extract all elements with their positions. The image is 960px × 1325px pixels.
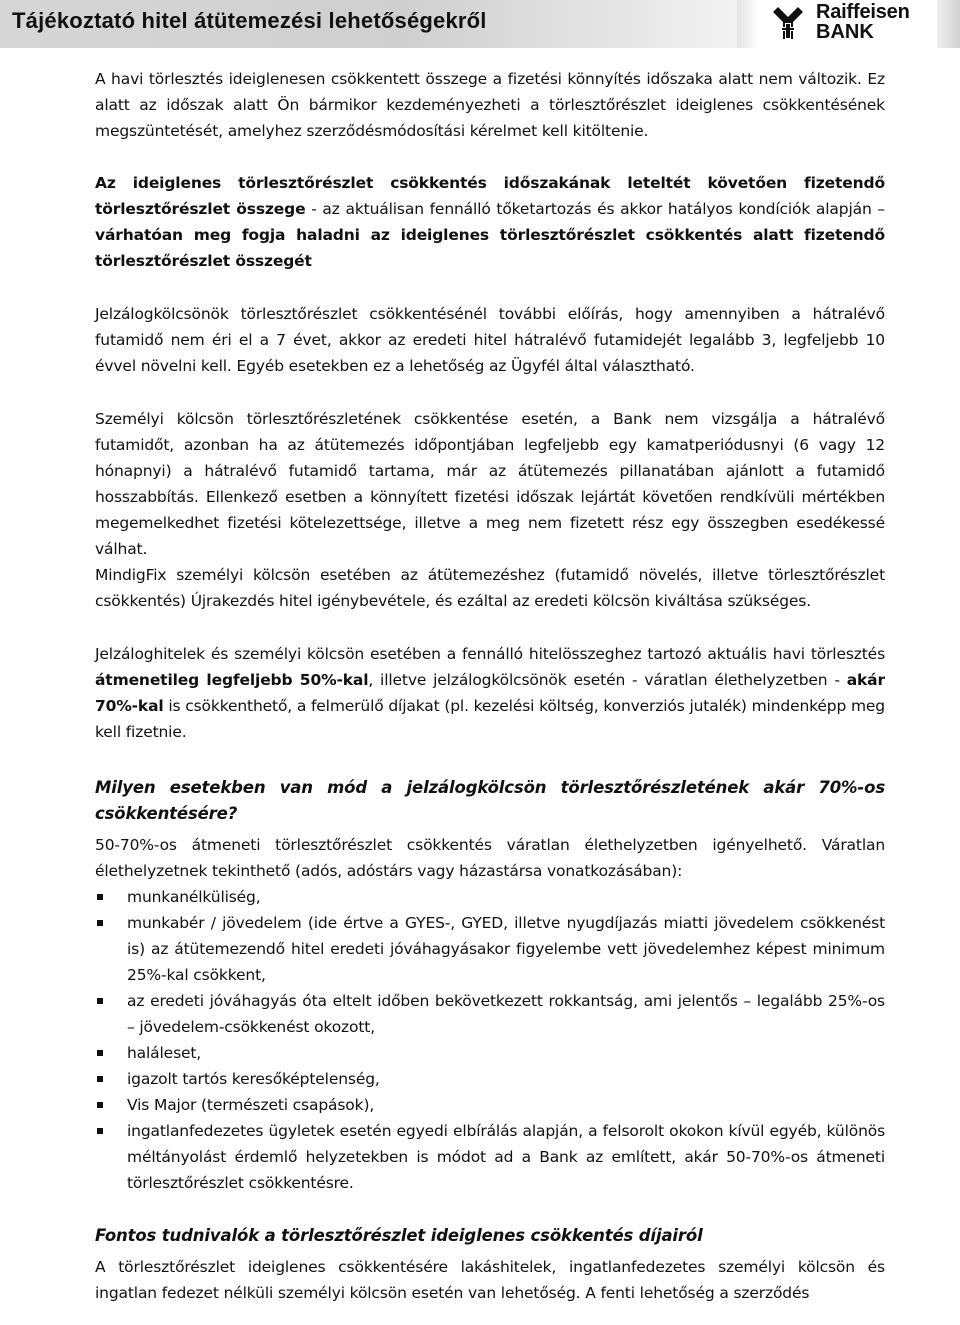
page-title: Tájékoztató hitel átütemezési lehetőségekről (12, 8, 487, 33)
page-header (0, 0, 960, 48)
paragraph-text: - az aktuálisan fennálló tőketartozás és akkor hatályos kondíciók alapján – (305, 200, 885, 218)
square-bullet-icon (97, 920, 103, 926)
paragraph-fees: A törlesztőrészlet ideiglenes csökkentésére lakáshitelek, ingatlanfedezetes személyi kölcsön és ingatlan fedezet nélküli személyi kölcsön esetén van lehetőség. A fenti lehetőség a szerződés (95, 1258, 885, 1302)
paragraph-text: Jelzáloghitelek és személyi kölcsön esetében a fennálló hitelösszeghez tartozó aktuális havi törlesztés (95, 645, 885, 663)
square-bullet-icon (97, 998, 103, 1004)
paragraph-text: is csökkenthető, a felmerülő díjakat (pl. kezelési költség, konverziós jutalék) mindenképp meg kell fizetnie. (95, 697, 885, 741)
paragraph-after-period (95, 170, 885, 274)
square-bullet-icon (97, 1128, 103, 1134)
paragraph-mortgage-rule: Jelzálogkölcsönök törlesztőrészlet csökkentésénél további előírás, hogy amennyiben a hátralévő futamidő nem éri el a 7 évet, akkor az eredeti hitel hátralévő futamidejét legalább 3, legfeljebb 10 évvel növelni kell. Egyéb esetekben ez a lehetőség az Ügyfél által választható. (95, 305, 885, 375)
situation-list (95, 884, 885, 1196)
logo-text-bank: BANK (816, 21, 874, 43)
square-bullet-icon (97, 1102, 103, 1108)
section-heading-fees: Fontos tudnivalók a törlesztőrészlet ideiglenes csökkentés díjairól (95, 1226, 703, 1245)
paragraph-reduction-limits (95, 641, 885, 745)
bold-text: átmenetileg legfeljebb 50%-kal (95, 671, 369, 689)
paragraph-unexpected-situation: 50-70%-os átmeneti törlesztőrészlet csökkentés váratlan élethelyzetben igényelhető. Váratlan élethelyzetnek tekinthető (adós, adóstárs vagy házastársa vonatkozásában): (95, 836, 885, 880)
bold-text: várhatóan meg fogja haladni az ideiglenes törlesztőrészlet csökkentés alatt fizetendő törlesztőrészlet összegét (95, 226, 885, 270)
square-bullet-icon (97, 1050, 103, 1056)
list-item-text: haláleset, (127, 1044, 202, 1062)
list-item (95, 1040, 885, 1066)
list-item-text: Vis Major (természeti csapások), (127, 1096, 375, 1114)
logo-text-raiffeisen: Raiffeisen (816, 1, 910, 23)
list-item (95, 1118, 885, 1196)
paragraph-personal-loan: Személyi kölcsön törlesztőrészletének csökkentése esetén, a Bank nem vizsgálja a hátralévő futamidőt, azonban ha az átütemezés időpontjában legfeljebb egy kamatperiódusnyi (6 vagy 12 hónapnyi) a hátralévő futamidő tartama, már az átütemezés pillanatában ajánlott a futamidő hosszabbítás. Ellenkező esetben a könnyített fizetési időszak lejártát követően rendkívüli mértékben megemelkedhet fizetési kötelezettsége, illetve a meg nem fizetett rész egy összegben esedékessé válhat. (95, 410, 885, 558)
paragraph-payment-change: A havi törlesztés ideiglenesen csökkentett összege a fizetési könnyítés időszaka alatt nem változik. Ez alatt az időszak alatt Ön bármikor kezdeményezheti a törlesztőrészlet ideiglenes csökkentésének megszüntetését, amelyhez szerződésmódosítási kérelmet kell kitöltenie. (95, 70, 885, 140)
list-item-text: ingatlanfedezetes ügyletek esetén egyedi elbírálás alapján, a felsorolt okokon kívül egyéb, különös méltányolást érdemlő helyzetekben is módot ad a Bank az említett, akár 50-70%-os átmeneti törlesztőrészlet csökkentésre. (127, 1122, 885, 1192)
title-bar-fade (737, 0, 759, 48)
section-heading-70-percent: Milyen esetekben van mód a jelzálogkölcsön törlesztőrészletének akár 70%-os csökkentésére? (95, 778, 885, 823)
list-item (95, 988, 885, 1040)
paragraph-text: , illetve jelzálogkölcsönök esetén - váratlan élethelyzetben - (368, 671, 847, 689)
list-item-text: igazolt tartós keresőképtelenség, (127, 1070, 380, 1088)
title-bar (0, 0, 737, 48)
list-item (95, 1092, 885, 1118)
list-item-text: munkanélküliség, (127, 888, 261, 906)
list-item-text: munkabér / jövedelem (ide értve a GYES-, GYED, illetve nyugdíjazás miatti jövedelem csökkenést is) az átütemezendő hitel eredeti jóváhagyásakor figyelembe vett jövedelemhez képest minimum 25%-kal csökkent, (127, 914, 885, 984)
header-edge-block (937, 0, 960, 48)
list-item (95, 884, 885, 910)
list-item (95, 1066, 885, 1092)
raiffeisen-gable-cross-icon (768, 3, 808, 43)
square-bullet-icon (97, 894, 103, 900)
list-item-text: az eredeti jóváhagyás óta eltelt időben bekövetkezett rokkantság, ami jelentős – legalább 25%-os – jövedelem-csökkenést okozott, (127, 992, 885, 1036)
bold-text: Az ideiglenes törlesztőrészlet csökkentés időszakának leteltét követően fizetendő törlesztőrészlet összege (95, 174, 885, 218)
paragraph-mindigfix: MindigFix személyi kölcsön esetében az átütemezéshez (futamidő növelés, illetve törlesztőrészlet csökkentés) Újrakezdés hitel igénybevétele, és ezáltal az eredeti kölcsön kiváltása szükséges. (95, 566, 885, 610)
square-bullet-icon (97, 1076, 103, 1082)
bold-text: akár 70%-kal (95, 671, 885, 715)
document-body (95, 66, 885, 1306)
list-item (95, 910, 885, 988)
